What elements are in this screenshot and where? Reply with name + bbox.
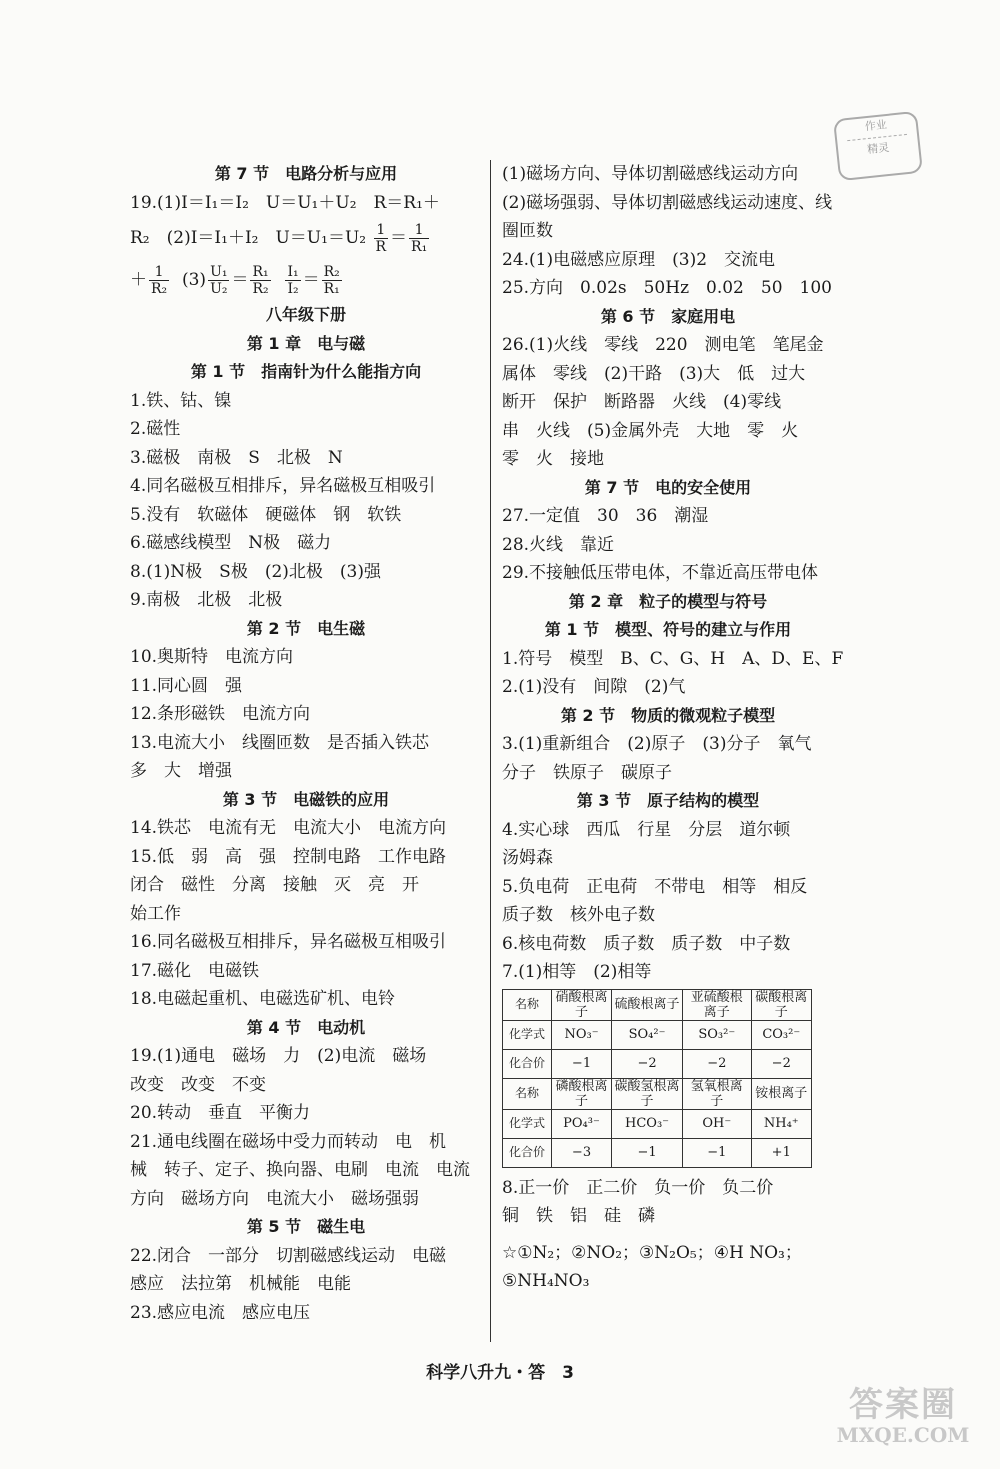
answer-line: 9.南极 北极 北极	[130, 590, 283, 610]
formula-text: (3)	[181, 270, 207, 290]
table-cell: −2	[612, 1049, 683, 1078]
answer-line: 汤姆森	[502, 848, 553, 868]
answer-line: 24.(1)电磁感应原理 (3)2 交流电	[502, 249, 776, 270]
answer-line: 铜 铁 铝 硅 磷	[502, 1206, 655, 1226]
answer-line: 感应 法拉第 机械能 电能	[130, 1274, 351, 1294]
section-heading: 第 2 节 物质的微观粒子模型	[560, 705, 776, 725]
table-cell: 碳酸氢根离子	[612, 1078, 683, 1109]
answer-line: 28.火线 靠近	[502, 534, 615, 555]
answer-line: 26.(1)火线 零线 220 测电笔 笔尾金	[502, 335, 824, 355]
answer-line: 13.电流大小 线圈匝数 是否插入铁芯	[130, 732, 430, 753]
answer-line: 17.磁化 电磁铁	[130, 960, 260, 981]
section-heading: 第 3 节 电磁铁的应用	[222, 789, 390, 809]
table-cell: OH⁻	[683, 1109, 751, 1138]
fraction: $\frac{\text{R₁}}{\text{R₂}}$	[252, 264, 269, 297]
answer-line-oxidation: ⑤NH₄NO₃	[502, 1271, 590, 1291]
answer-line: 1.符号 模型 B、C、G、H A、D、E、F	[502, 648, 844, 669]
answer-line: 始工作	[130, 903, 181, 924]
table-cell: −2	[751, 1049, 811, 1078]
column-divider	[490, 160, 491, 1342]
table-cell: +1	[751, 1138, 811, 1167]
table-cell: NO₃⁻	[552, 1020, 612, 1049]
answer-line-formula: ＋ $\frac{1}{\text{R₂}}$ (3) $\frac{\text{U₁}}{\text{U₂}}$ ＝ $\frac{\text{R₁}}{\text{R₂}}$ $\frac{\text{I₁}}{\text{I₂}}$ ＝ $\frac{\text{R₂}}{\text{R₁}}$	[130, 264, 340, 297]
homework-stamp	[833, 111, 923, 181]
answer-line: 23.感应电流 感应电压	[130, 1302, 311, 1323]
answer-line: 改变 改变 不变	[130, 1074, 266, 1095]
section-heading: 第 4 节 电动机	[246, 1017, 366, 1037]
answer-line: 6.核电荷数 质子数 质子数 中子数	[502, 933, 791, 954]
answer-line: 分子 铁原子 碳原子	[502, 762, 672, 783]
answer-line: 零 火 接地	[502, 449, 604, 469]
table-row-label: 化合价	[503, 1138, 552, 1167]
section-heading: 第 7 节 电路分析与应用	[214, 164, 398, 183]
answer-line: 2.(1)没有 间隙 (2)气	[502, 677, 686, 697]
answer-line: 6.磁感线模型 N极 磁力	[130, 533, 332, 553]
fraction: $\frac{1}{\text{R₁}}$	[411, 222, 428, 255]
table-cell: 硫酸根离子	[612, 989, 683, 1020]
table-cell: −1	[683, 1138, 751, 1167]
answer-line-formula: R₂ (2)I＝I₁＋I₂ U＝U₁＝U₂ $\frac{1}{R}$ ＝ $\frac{1}{\text{R₁}}$	[130, 222, 428, 255]
formula-text: R₂ (2)I＝I₁＋I₂ U＝U₁＝U₂	[130, 228, 367, 248]
answer-line: 19.(1)通电 磁场 力 (2)电流 磁场	[130, 1046, 427, 1066]
stamp-text-2: 精灵	[866, 140, 890, 157]
section-heading: 第 2 节 电生磁	[246, 618, 366, 638]
answer-line: 22.闭合 一部分 切割磁感线运动 电磁	[130, 1245, 447, 1266]
left-column	[130, 160, 482, 1327]
answer-line: 方向 磁场方向 电流大小 磁场强弱	[130, 1188, 419, 1209]
table-row-label: 化学式	[503, 1020, 552, 1049]
answer-line: 质子数 核外电子数	[502, 905, 655, 925]
answer-line: 19.(1)I＝I₁＝I₂ U＝U₁＋U₂ R＝R₁＋	[130, 192, 440, 213]
answer-line: 8.正一价 正二价 负一价 负二价	[502, 1177, 774, 1198]
answer-line: 12.条形磁铁 电流方向	[130, 704, 311, 724]
answer-line: 4.同名磁极互相排斥，异名磁极互相吸引	[130, 476, 436, 496]
answer-line: 10.奥斯特 电流方向	[130, 647, 294, 667]
table-row-label: 名称	[503, 989, 552, 1020]
answer-line: 1.铁、钴、镍	[130, 390, 232, 411]
answer-line: 11.同心圆 强	[130, 675, 243, 696]
section-heading: 第 5 节 磁生电	[246, 1217, 366, 1236]
answer-line: 20.转动 垂直 平衡力	[130, 1103, 311, 1123]
table-cell: CO₃²⁻	[751, 1020, 811, 1049]
table-cell: −3	[552, 1138, 612, 1167]
answer-line: 多 大 增强	[130, 761, 232, 781]
table-cell: 硝酸根离子	[552, 989, 612, 1020]
answer-line: 7.(1)相等 (2)相等	[502, 962, 652, 982]
table-row	[503, 1138, 812, 1167]
table-cell: 磷酸根离子	[552, 1078, 612, 1109]
answer-line: 14.铁芯 电流有无 电流大小 电流方向	[130, 818, 447, 838]
stamp-text-1: 作业	[864, 117, 888, 134]
page-footer: 科学八升九・答 3	[426, 1363, 574, 1383]
answer-line: 械 转子、定子、换向器、电刷 电流 电流	[130, 1160, 470, 1180]
table-row	[503, 1049, 812, 1078]
chapter-heading: 第 1 章 电与磁	[246, 333, 366, 353]
answer-line: 3.磁极 南极 S 北极 N	[130, 447, 343, 468]
chapter-heading: 第 2 章 粒子的模型与符号	[568, 591, 768, 611]
fraction: $\frac{\text{U₁}}{\text{U₂}}$	[210, 264, 228, 297]
table-row	[503, 1020, 812, 1049]
answer-line: 属体 零线 (2)干路 (3)大 低 过大	[502, 363, 806, 384]
table-cell: 碳酸根离子	[751, 989, 811, 1020]
table-row	[503, 1109, 812, 1138]
table-cell: PO₄³⁻	[552, 1109, 612, 1138]
answer-line: 27.一定值 30 36 潮湿	[502, 506, 709, 526]
answer-line: 21.通电线圈在磁场中受力而转动 电 机	[130, 1131, 447, 1152]
answer-line: 断开 保护 断路器 火线 (4)零线	[502, 392, 782, 412]
answer-line: (1)磁场方向、导体切割磁感线运动方向	[502, 164, 799, 184]
table-cell: −2	[683, 1049, 751, 1078]
table-cell: 亚硫酸根离子	[683, 989, 751, 1020]
fraction: $\frac{1}{R}$	[375, 222, 387, 255]
fraction: $\frac{1}{\text{R₂}}$	[151, 264, 168, 297]
answer-line: 2.磁性	[130, 419, 181, 439]
table-row-label: 名称	[503, 1078, 552, 1109]
answer-line-oxidation: ☆①N₂；②NO₂；③N₂O₅；④H NO₃；	[502, 1242, 802, 1263]
formula-text: ＋	[130, 270, 147, 290]
section-heading: 第 3 节 原子结构的模型	[576, 791, 760, 810]
table-cell: SO₃²⁻	[683, 1020, 751, 1049]
answer-line: 5.没有 软磁体 硬磁体 钢 软铁	[130, 504, 402, 525]
section-heading: 第 1 节 模型、符号的建立与作用	[544, 620, 792, 639]
table-cell: HCO₃⁻	[612, 1109, 683, 1138]
section-heading: 第 1 节 指南针为什么能指方向	[190, 362, 422, 381]
table-cell: −1	[612, 1138, 683, 1167]
answer-line: 4.实心球 西瓜 行星 分层 道尔顿	[502, 819, 791, 840]
table-row-label: 化合价	[503, 1049, 552, 1078]
table-row	[503, 1078, 812, 1109]
answer-line: 29.不接触低压带电体，不靠近高压带电体	[502, 563, 819, 583]
answer-line: 串 火线 (5)金属外壳 大地 零 火	[502, 420, 799, 441]
answer-line: 18.电磁起重机、电磁选矿机、电铃	[130, 989, 396, 1009]
answer-line: 25.方向 0.02s 50Hz 0.02 50 100	[502, 278, 832, 298]
answer-line: 圈匝数	[502, 221, 553, 241]
answer-line: (2)磁场强弱、导体切割磁感线运动速度、线	[502, 192, 833, 213]
table-cell: −1	[552, 1049, 612, 1078]
fraction: $\frac{\text{R₂}}{\text{R₁}}$	[323, 264, 340, 297]
watermark-logo	[828, 1385, 978, 1460]
table-cell: 铵根离子	[751, 1078, 811, 1109]
table-cell: SO₄²⁻	[612, 1020, 683, 1049]
watermark-text: 答案圈	[849, 1385, 957, 1425]
table-row-label: 化学式	[503, 1109, 552, 1138]
fraction: $\frac{\text{I₁}}{\text{I₂}}$	[287, 264, 299, 297]
ion-table	[502, 989, 812, 1168]
answer-line: 8.(1)N极 S极 (2)北极 (3)强	[130, 561, 381, 582]
answer-line: 15.低 弱 高 强 控制电路 工作电路	[130, 846, 447, 867]
table-cell: 氢氧根离子	[683, 1078, 751, 1109]
table-row	[503, 989, 812, 1020]
right-column	[502, 160, 844, 1296]
answer-line: 5.负电荷 正电荷 不带电 相等 相反	[502, 876, 808, 897]
answer-line: 3.(1)重新组合 (2)原子 (3)分子 氧气	[502, 734, 812, 754]
watermark-url: MXQE.COM	[836, 1423, 970, 1447]
section-heading: 第 7 节 电的安全使用	[584, 477, 752, 497]
grade-heading: 八年级下册	[265, 305, 346, 324]
table-cell: NH₄⁺	[751, 1109, 811, 1138]
answer-line: 16.同名磁极互相排斥，异名磁极互相吸引	[130, 932, 447, 952]
answer-line: 闭合 磁性 分离 接触 灭 亮 开	[130, 875, 419, 895]
section-heading: 第 6 节 家庭用电	[600, 306, 736, 326]
